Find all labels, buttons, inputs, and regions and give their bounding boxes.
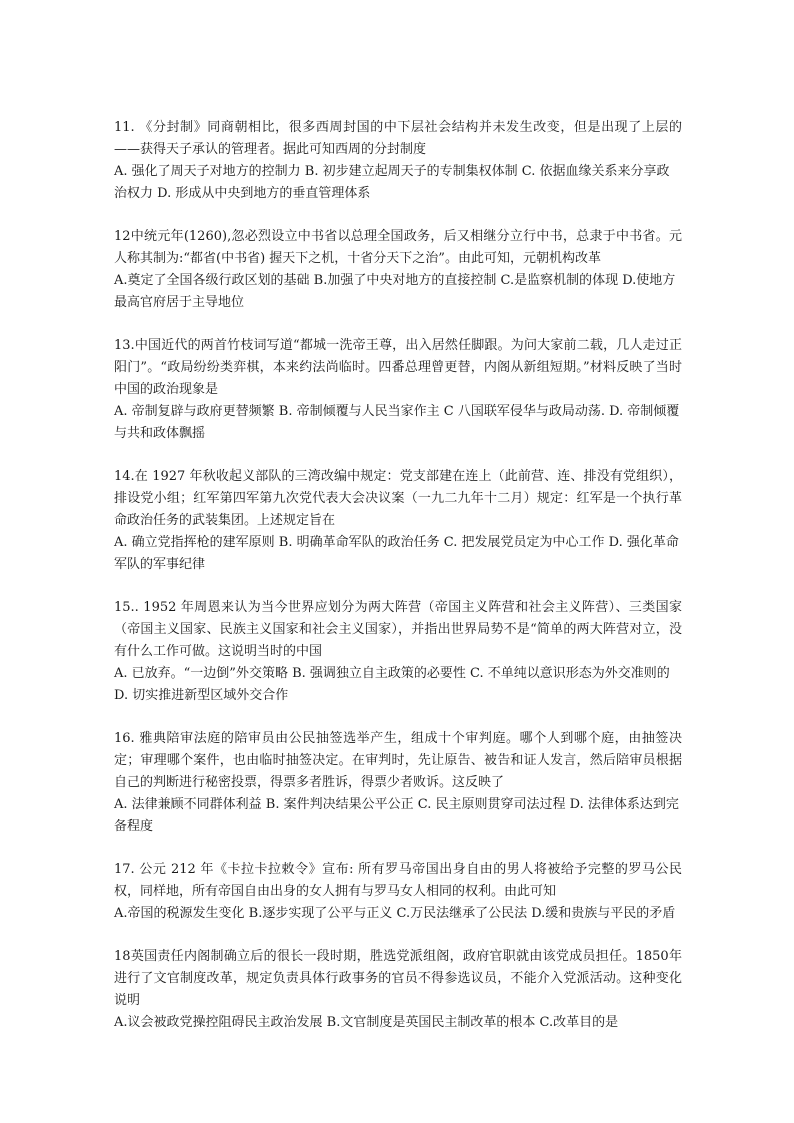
question-options: A. 已放弃。“一边倒”外交策略 B. 强调独立自主政策的必要性 C. 不单纯以意识形态为外交准则的 D. 切实推进新型区域外交合作 [114, 666, 670, 703]
question-options: A. 帝制复辟与政府更替频繁 B. 帝制倾覆与人民当家作主 C 八国联军侵华与政局动荡. D. 帝制倾覆与共和政体飘摇 [114, 404, 680, 441]
question-stem: 14.在 1927 年秋收起义部队的三湾改编中规定：党支部建在连上（此前营、连、排没有党组织），排设党小组；红军第四军第九次党代表大会决议案（一九二九年十二月）规定：红军是一个执行革命政治任务的武装集团。上述规定旨在 [114, 469, 682, 528]
question-options: A. 强化了周天子对地方的控制力 B. 初步建立起周天子的专制集权体制 C. 依据血缘关系来分享政治权力 D. 形成从中央到地方的垂直管理体系 [114, 164, 670, 201]
question-stem: 17. 公元 212 年《卡拉卡拉敕令》宣布: 所有罗马帝国出身自由的男人将被给予完整的罗马公民权，同样地，所有帝国自由出身的女人拥有与罗马女人相同的权利。由此可知 [114, 862, 682, 899]
question-14 [114, 466, 682, 576]
question-17 [114, 859, 682, 925]
question-stem: 16. 雅典陪审法庭的陪审员由公民抽签选举产生，组成十个审判庭。哪个人到哪个庭，由抽签决定；审理哪个案件，也由临时抽签决定。在审判时，先让原告、被告和证人发言，然后陪审员根据自己的判断进行秘密投票，得票多者胜诉，得票少者败诉。这反映了 [114, 731, 682, 790]
question-16 [114, 728, 682, 838]
question-13 [114, 335, 682, 445]
question-18 [114, 946, 682, 1034]
question-stem: 12中统元年(1260),忽必烈设立中书省以总理全国政务，后又相继分立行中书，总隶于中书省。元人称其制为:“都省(中书省) 握天下之机，十省分天下之治”。由此可知，元朝机构改革 [114, 229, 682, 266]
question-options: A.帝国的税源发生变化 B.逐步实现了公平与正义 C.万民法继承了公民法 D.缓和贵族与平民的矛盾 [114, 906, 676, 921]
question-15 [114, 597, 682, 707]
question-12 [114, 226, 682, 314]
question-stem: 15.. 1952 年周恩来认为当今世界应划分为两大阵营（帝国主义阵营和社会主义阵营）、三类国家（帝国主义国家、民族主义国家和社会主义国家），并指出世界局势不是“简单的两大阵营对立，没有什么工作可做。这说明当时的中国 [114, 600, 682, 659]
question-11 [114, 117, 682, 205]
question-options: A.奠定了全国各级行政区划的基础 B.加强了中央对地方的直接控制 C.是监察机制的体现 D.使地方最高官府居于主导地位 [114, 273, 676, 310]
question-stem: 13.中国近代的两首竹枝词写道“都城一洗帝王尊，出入居然任脚跟。为问大家前二载，几人走过正阳门”。“政局纷纷类弈棋，本来约法尚临时。四番总理曾更替，内阁从新组短期。”材料反映了当时中国的政治现象是 [114, 338, 682, 397]
question-options: A. 确立党指挥枪的建军原则 B. 明确革命军队的政治任务 C. 把发展党员定为中心工作 D. 强化革命军队的军事纪律 [114, 535, 679, 572]
question-stem: 18英国责任内阁制确立后的很长一段时期，胜选党派组阁，政府官职就由该党成员担任。1850年进行了文官制度改革，规定负责具体行政事务的官员不得参选议员，不能介入党派活动。这种变化说明 [114, 949, 682, 1008]
question-stem: 11. 《分封制》同商朝相比，很多西周封国的中下层社会结构并未发生改变，但是出现了上层的——获得天子承认的管理者。据此可知西周的分封制度 [114, 120, 682, 157]
question-options: A.议会被政党操控阻碍民主政治发展 B.文官制度是英国民主制改革的根本 C.改革目的是 [114, 1015, 619, 1030]
question-list [114, 117, 682, 1055]
question-options: A. 法律兼顾不同群体利益 B. 案件判决结果公平公正 C. 民主原则贯穿司法过程 D. 法律体系达到完备程度 [114, 797, 679, 834]
